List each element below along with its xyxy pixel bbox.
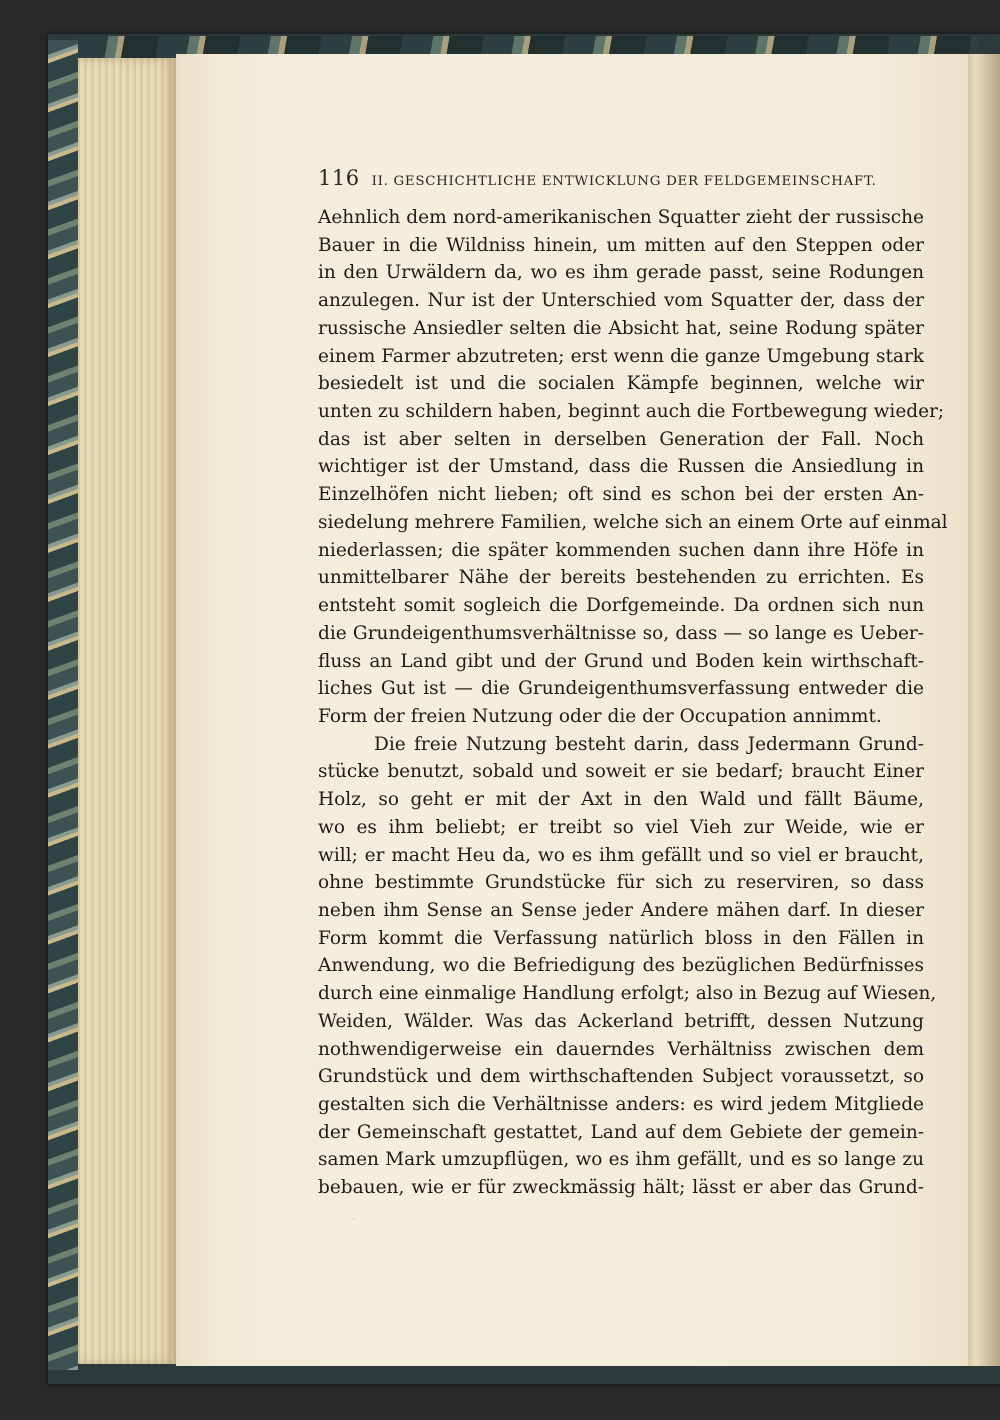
text-line: gestalten sich die Verhältnisse anders: es wird jedem Mitgliede xyxy=(318,1094,924,1115)
text-line: niederlassen; die später kommenden suchen dann ihre Höfe in xyxy=(318,539,924,561)
page-block-edge xyxy=(78,58,176,1364)
text-line: Form kommt die Verfassung natürlich bloss in den Fällen in xyxy=(318,927,924,949)
text-line: nothwendigerweise ein dauerndes Verhältniss zwischen dem xyxy=(318,1038,924,1060)
text-line: unten zu schildern haben, beginnt auch die Fortbewegung wieder; xyxy=(318,401,945,423)
text-line: der Gemeinschaft gestattet, Land auf dem Gebiete der gemein- xyxy=(318,1121,924,1143)
text-line: russische Ansiedler selten die Absicht hat, seine Rodung später xyxy=(318,317,924,339)
text-line: die Grundeigenthumsverhältnisse so, dass — so lange es Ueber- xyxy=(318,622,924,644)
text-line: Die freie Nutzung besteht darin, dass Jedermann Grund- xyxy=(374,733,924,755)
text-line: liches Gut ist — die Grundeigenthumsverfassung entweder die xyxy=(318,678,924,700)
text-line: besiedelt ist und die socialen Kämpfe beginnen, welche wir xyxy=(318,373,924,395)
text-line: bebauen, wie er für zweckmässig hält; lässt er aber das Grund- xyxy=(318,1177,924,1199)
text-line: neben ihm Sense an Sense jeder Andere mähen darf. In dieser xyxy=(318,899,924,921)
text-line: will; er macht Heu da, wo es ihm gefällt und so viel er braucht, xyxy=(318,844,924,866)
text-line: anzulegen. Nur ist der Unterschied vom Squatter der, dass der xyxy=(318,290,924,312)
text-line: durch eine einmalige Handlung erfolgt; also in Bezug auf Wiesen, xyxy=(318,983,937,1005)
body-text xyxy=(318,204,948,1202)
text-line: Einzelhöfen nicht lieben; oft sind es schon bei der ersten An- xyxy=(318,484,924,506)
facing-page-edge xyxy=(968,54,1000,1366)
page-number: 116 xyxy=(318,166,360,190)
text-line: ohne bestimmte Grundstücke für sich zu reserviren, so dass xyxy=(318,872,924,894)
text-line: Holz, so geht er mit der Axt in den Wald und fällt Bäume, xyxy=(318,789,924,811)
text-line: Grundstück und dem wirthschaftenden Subject voraussetzt, so xyxy=(318,1066,924,1088)
text-line: Aehnlich dem nord-amerikanischen Squatter zieht der russische xyxy=(318,207,924,228)
text-line: Anwendung, wo die Befriedigung des bezüglichen Bedürfnisses xyxy=(318,955,924,977)
text-line: siedelung mehrere Familien, welche sich an einem Orte auf einmal xyxy=(318,511,948,533)
running-title: II. GESCHICHTLICHE ENTWICKLUNG DER FELDGEMEINSCHAFT. xyxy=(371,174,877,189)
text-line: entsteht somit sogleich die Dorfgemeinde. Da ordnen sich nun xyxy=(318,595,924,617)
text-line: das ist aber selten in derselben Generation der Fall. Noch xyxy=(318,428,924,450)
text-line: Weiden, Wälder. Was das Ackerland betrifft, dessen Nutzung xyxy=(318,1010,924,1032)
text-line: wo es ihm beliebt; er treibt so viel Vieh zur Weide, wie er xyxy=(318,816,924,838)
text-line: Bauer in die Wildniss hinein, um mitten auf den Steppen oder xyxy=(318,234,924,256)
text-line: einem Farmer abzutreten; erst wenn die ganze Umgebung stark xyxy=(318,345,924,367)
text-line: fluss an Land gibt und der Grund und Boden kein wirthschaft- xyxy=(318,650,924,672)
text-line: wichtiger ist der Umstand, dass die Russen die Ansiedlung in xyxy=(318,456,924,478)
running-head xyxy=(318,166,918,194)
text-line: stücke benutzt, sobald und soweit er sie bedarf; braucht Einer xyxy=(318,761,924,783)
text-line: in den Urwäldern da, wo es ihm gerade passt, seine Rodungen xyxy=(318,262,924,284)
paper-speck: · xyxy=(352,1212,356,1226)
marbled-cover-edge xyxy=(48,40,78,1370)
text-line: Form der freien Nutzung oder die der Occupation annimmt. xyxy=(318,705,882,727)
text-line: samen Mark umzupflügen, wo es ihm gefällt, und es so lange zu xyxy=(318,1149,924,1171)
text-line: unmittelbarer Nähe der bereits bestehenden zu errichten. Es xyxy=(318,567,924,589)
